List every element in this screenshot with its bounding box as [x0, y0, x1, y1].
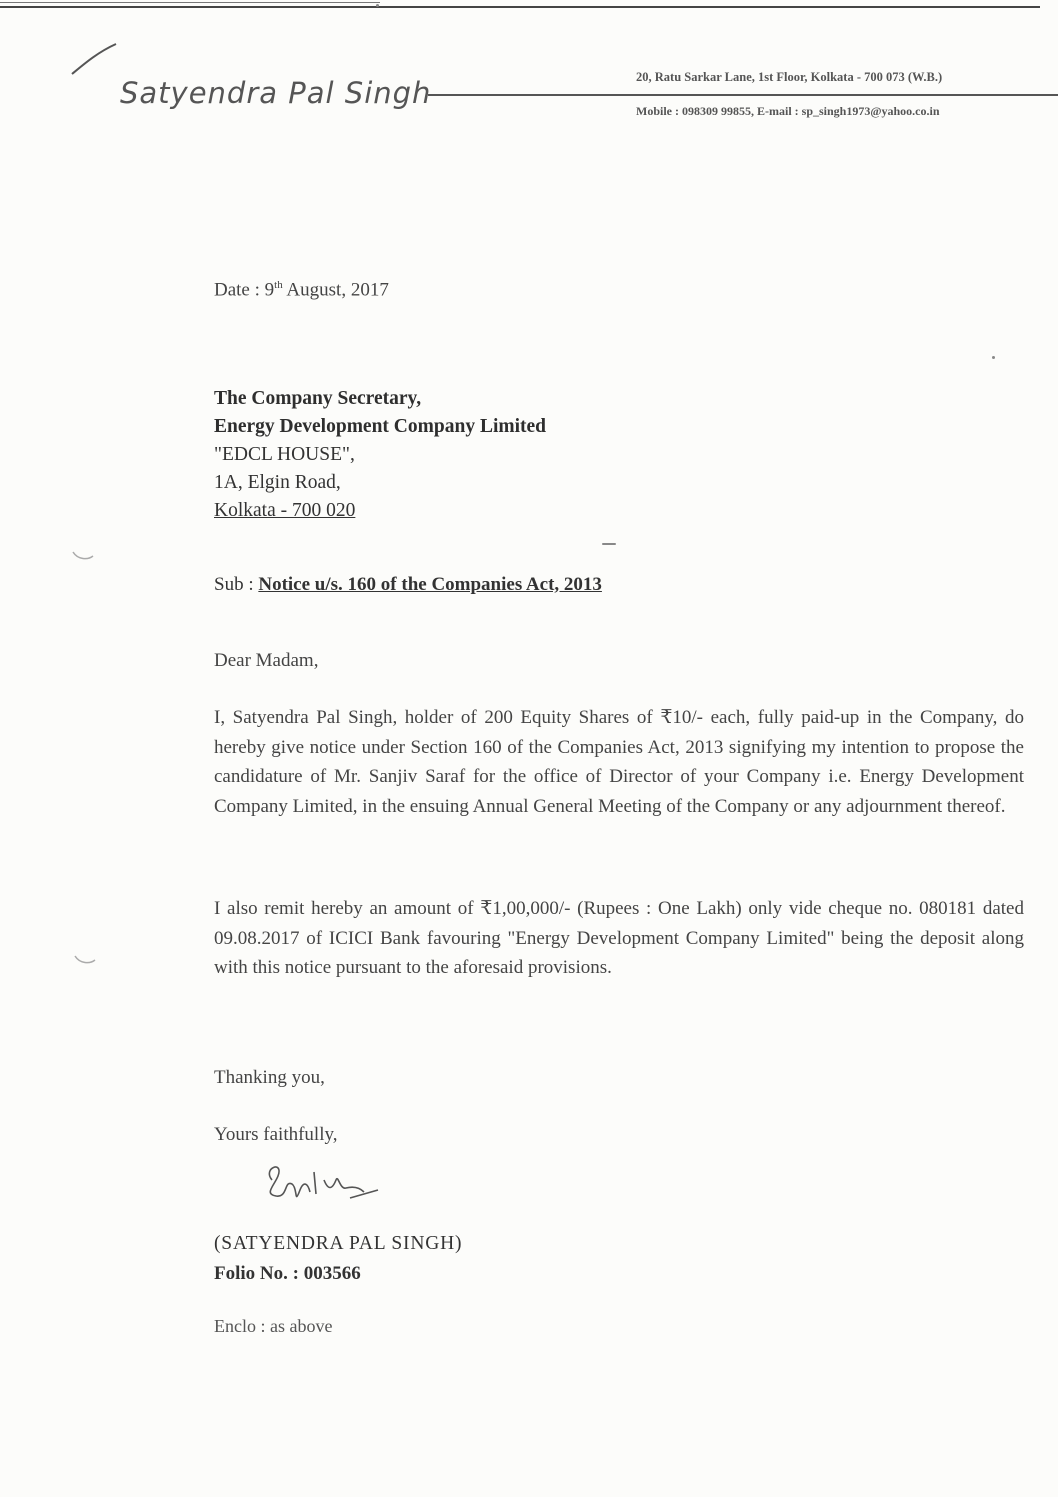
body-paragraph: I also remit hereby an amount of ₹1,00,000/- (Rupees : One Lakh) only vide cheque no. 080181 dated 09.08.2017 of ICICI Bank favouring "Energy Development Company Limited" being the deposit along with this notice pursuant to the aforesaid provisions.	[214, 898, 1024, 978]
salutation: Dear Madam,	[214, 650, 319, 671]
signer-name: (SATYENDRA PAL SINGH)	[214, 1233, 463, 1254]
subject-label: Sub :	[214, 574, 254, 595]
scan-edge-line	[0, 6, 1040, 8]
closing-yours: Yours faithfully,	[214, 1124, 338, 1145]
scan-edge-line	[0, 2, 380, 3]
scan-speck	[992, 356, 995, 359]
scan-speck	[602, 543, 616, 545]
scan-speck	[376, 4, 379, 7]
date-label: Date :	[214, 279, 260, 301]
recipient-line: Energy Development Company Limited	[214, 416, 547, 437]
closing-thanks: Thanking you,	[214, 1067, 325, 1088]
enclosure-note: Enclo : as above	[214, 1316, 333, 1336]
subject-line	[214, 574, 602, 596]
folio-number: Folio No. : 003566	[214, 1263, 361, 1284]
handwritten-signature	[254, 1150, 384, 1210]
punch-hole-mark	[72, 548, 94, 562]
recipient-address	[214, 385, 546, 525]
letterhead-contact: Mobile : 098309 99855, E-mail : sp_singh1973@yahoo.co.in	[636, 104, 940, 118]
subject-text: Notice u/s. 160 of the Companies Act, 2013	[258, 574, 602, 595]
recipient-line: The Company Secretary,	[214, 388, 422, 409]
date-rest: August, 2017	[286, 279, 389, 301]
body-paragraph: I, Satyendra Pal Singh, holder of 200 Equity Shares of ₹10/- each, fully paid-up in the Company, do hereby give notice under Section 160 of the Companies Act, 2013 signifying my intention to propose the candidature of Mr. Sanjiv Saraf for the office of Director of your Company i.e. Energy Development Company Limited, in the ensuing Annual General Meeting of the Company or any adjournment thereof.	[214, 707, 1024, 817]
letterhead-address: 20, Ratu Sarkar Lane, 1st Floor, Kolkata - 700 073 (W.B.)	[636, 70, 943, 84]
date-day: 9	[264, 279, 275, 301]
letter-date	[214, 279, 389, 301]
recipient-line: 1A, Elgin Road,	[214, 472, 341, 493]
punch-hole-mark	[74, 952, 96, 966]
recipient-line: Kolkata - 700 020	[214, 500, 356, 521]
date-suffix: th	[274, 279, 283, 291]
letterhead-rule	[428, 94, 1058, 96]
pen-flourish-mark	[70, 42, 118, 76]
letterhead-name: Satyendra Pal Singh	[120, 76, 432, 110]
recipient-line: "EDCL HOUSE",	[214, 444, 355, 465]
